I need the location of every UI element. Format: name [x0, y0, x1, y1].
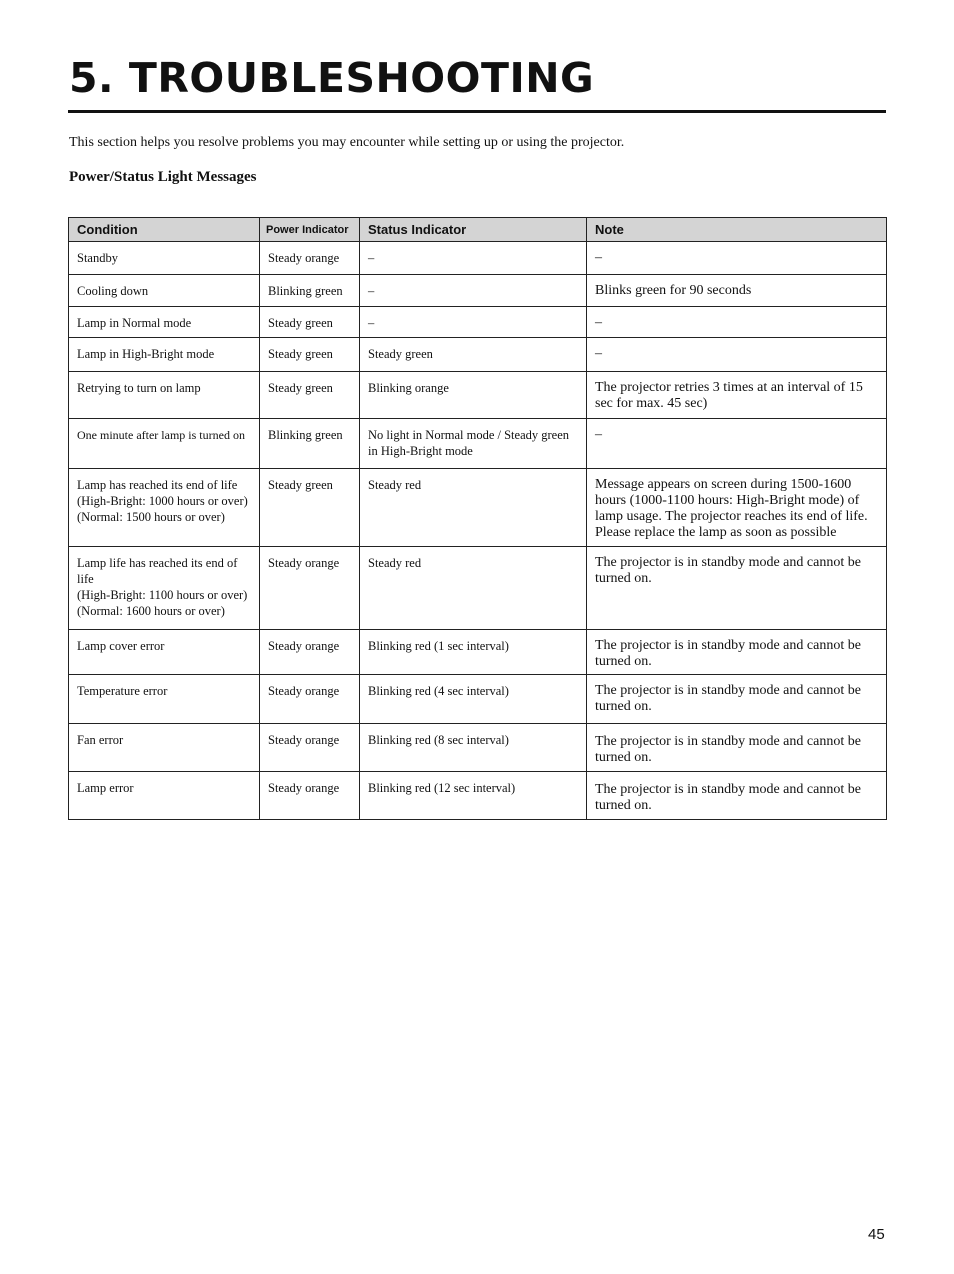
cell-condition: One minute after lamp is turned on	[69, 419, 260, 469]
cell-power-indicator: Steady green	[260, 469, 360, 547]
table-row	[69, 547, 887, 630]
cell-note: The projector is in standby mode and cannot be turned on.	[587, 630, 887, 675]
cell-condition: Lamp cover error	[69, 630, 260, 675]
cell-note: The projector retries 3 times at an interval of 15 sec for max. 45 sec)	[587, 372, 887, 419]
header-power-indicator: Power Indicator	[260, 218, 360, 242]
cell-condition: Lamp in High-Bright mode	[69, 338, 260, 372]
cell-note: The projector is in standby mode and cannot be turned on.	[587, 547, 887, 630]
cell-status-indicator: Steady red	[360, 469, 587, 547]
table-row	[69, 630, 887, 675]
table-row	[69, 275, 887, 307]
table-row	[69, 772, 887, 820]
header-note: Note	[587, 218, 887, 242]
cell-condition: Retrying to turn on lamp	[69, 372, 260, 419]
cell-condition: Temperature error	[69, 675, 260, 724]
table-row	[69, 419, 887, 469]
cell-power-indicator: Blinking green	[260, 275, 360, 307]
header-status-indicator: Status Indicator	[360, 218, 587, 242]
cell-power-indicator: Steady orange	[260, 772, 360, 820]
cell-condition: Lamp error	[69, 772, 260, 820]
section-subheading: Power/Status Light Messages	[69, 169, 257, 185]
cell-condition: Lamp has reached its end of life (High-Bright: 1000 hours or over) (Normal: 1500 hours or over)	[69, 469, 260, 547]
cell-power-indicator: Steady orange	[260, 242, 360, 275]
cell-condition: Fan error	[69, 724, 260, 772]
cell-status-indicator: Blinking orange	[360, 372, 587, 419]
cell-power-indicator: Steady orange	[260, 724, 360, 772]
cell-note: –	[587, 419, 887, 469]
cell-status-indicator: –	[360, 275, 587, 307]
cell-condition: Cooling down	[69, 275, 260, 307]
title-underline	[68, 110, 886, 113]
cell-note: The projector is in standby mode and cannot be turned on.	[587, 724, 887, 772]
cell-condition: Lamp in Normal mode	[69, 307, 260, 338]
cell-power-indicator: Steady orange	[260, 675, 360, 724]
cell-status-indicator: Blinking red (12 sec interval)	[360, 772, 587, 820]
table-row	[69, 338, 887, 372]
header-condition: Condition	[69, 218, 260, 242]
cell-condition: Lamp life has reached its end of life (High-Bright: 1100 hours or over) (Normal: 1600 hours or over)	[69, 547, 260, 630]
table-header-row	[69, 218, 887, 242]
status-messages-table	[68, 217, 887, 820]
table-row	[69, 242, 887, 275]
cell-power-indicator: Steady orange	[260, 547, 360, 630]
cell-power-indicator: Steady green	[260, 338, 360, 372]
cell-note: –	[587, 307, 887, 338]
cell-status-indicator: Blinking red (8 sec interval)	[360, 724, 587, 772]
cell-status-indicator: –	[360, 242, 587, 275]
table-row	[69, 307, 887, 338]
cell-note: Message appears on screen during 1500-1600 hours (1000-1100 hours: High-Bright mode) of lamp usage. The projector reaches its end of life. Please replace the lamp as soon as possible	[587, 469, 887, 547]
page-number: 45	[868, 1226, 885, 1243]
cell-power-indicator: Steady orange	[260, 630, 360, 675]
cell-status-indicator: –	[360, 307, 587, 338]
table-row	[69, 372, 887, 419]
table-row	[69, 724, 887, 772]
cell-power-indicator: Blinking green	[260, 419, 360, 469]
cell-note: The projector is in standby mode and cannot be turned on.	[587, 772, 887, 820]
cell-status-indicator: Blinking red (4 sec interval)	[360, 675, 587, 724]
cell-status-indicator: Blinking red (1 sec interval)	[360, 630, 587, 675]
cell-note: –	[587, 242, 887, 275]
cell-note: –	[587, 338, 887, 372]
page-title: 5. TROUBLESHOOTING	[69, 54, 595, 102]
cell-condition: Standby	[69, 242, 260, 275]
table-row	[69, 675, 887, 724]
table-row	[69, 469, 887, 547]
intro-paragraph: This section helps you resolve problems you may encounter while setting up or using the projector.	[69, 135, 625, 150]
cell-note: The projector is in standby mode and cannot be turned on.	[587, 675, 887, 724]
cell-status-indicator: Steady red	[360, 547, 587, 630]
cell-power-indicator: Steady green	[260, 372, 360, 419]
cell-status-indicator: Steady green	[360, 338, 587, 372]
cell-status-indicator: No light in Normal mode / Steady green in High-Bright mode	[360, 419, 587, 469]
cell-note: Blinks green for 90 seconds	[587, 275, 887, 307]
cell-power-indicator: Steady green	[260, 307, 360, 338]
